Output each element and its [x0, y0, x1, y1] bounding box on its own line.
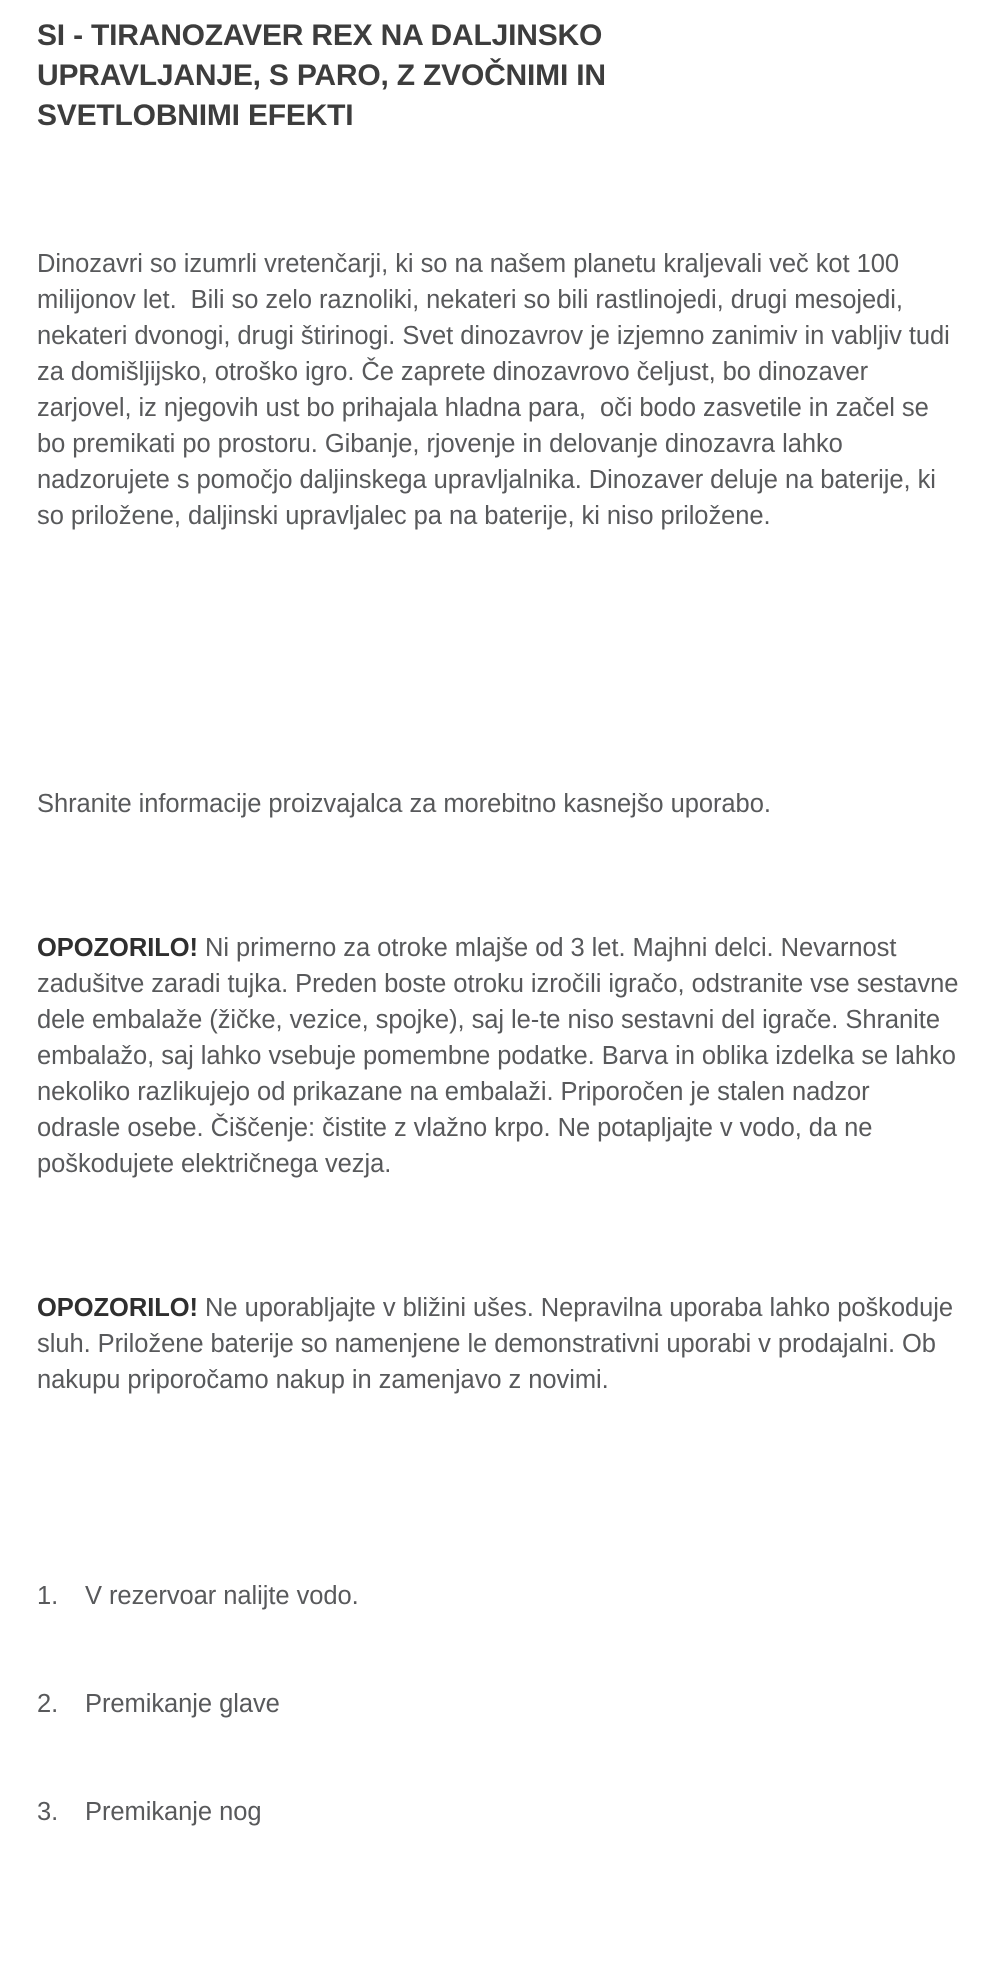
list-item-marker: 2.	[37, 1690, 59, 1718]
warning-label-age: OPOZORILO!	[37, 934, 198, 962]
instruction-list	[37, 1506, 959, 1902]
paragraph-warning-hearing	[37, 1290, 959, 1398]
list-item-label: V rezervoar nalijte vodo.	[85, 1582, 359, 1610]
list-item-label: Premikanje nog	[85, 1798, 262, 1826]
warning-text-hearing: Ne uporabljajte v bližini ušes. Nepravilna uporaba lahko poškoduje sluh. Priložene baterije so namenjene le demonstrativni uporabi v prodajalni. Ob nakupu priporočamo nakup in zamenjavo z novimi.	[37, 1294, 961, 1394]
paragraph-product-description: Dinozavri so izumrli vretenčarji, ki so na našem planetu kraljevali več kot 100 milijonov let. Bili so zelo raznoliki, nekateri so bili rastlinojedi, drugi mesojedi, nekateri dvonogi, drugi štirinogi. Svet dinozavrov je izjemno zanimiv in vabljiv tudi za domišljijsko, otroško igro. Če zaprete dinozavrovo čeljust, bo dinozaver zarjovel, iz njegovih ust bo prihajala hladna para, oči bodo zasvetile in začel se bo premikati po prostoru. Gibanje, rjovenje in delovanje dinozavra lahko nadzorujete s pomočjo daljinskega upravljalnika. Dinozaver deluje na baterije, ki so priložene, daljinski upravljalec pa na baterije, ki niso priložene.	[37, 250, 957, 530]
page-title: SI - TIRANOZAVER REX NA DALJINSKO UPRAVLJANJE, S PARO, Z ZVOČNIMI IN SVETLOBNIMI EFEKTI	[37, 19, 606, 132]
warning-label-hearing: OPOZORILO!	[37, 1294, 198, 1322]
list-item-marker: 1.	[37, 1582, 59, 1610]
list-item	[37, 1578, 959, 1614]
paragraph-spacer	[37, 642, 959, 678]
warning-text-age: Ni primerno za otroke mlajše od 3 let. Majhni delci. Nevarnost zadušitve zaradi tujka. Preden boste otroku izročili igračo, odstranite vse sestavne dele embalaže (žičke, vezice, spojke), saj le-te niso sestavni del igrače. Shranite embalažo, saj lahko vsebuje pomembne podatke. Barva in oblika izdelka se lahko nekoliko razlikujejo od prikazane na embalaži. Priporočen je stalen nadzor odrasle osebe. Čiščenje: čistite z vlažno krpo. Ne potapljajte v vodo, da ne poškodujete električnega vezja.	[37, 934, 966, 1178]
paragraph-warning-age	[37, 930, 966, 1182]
list-item	[37, 1686, 959, 1722]
paragraph-manufacturer-info: Shranite informacije proizvajalca za morebitno kasnejšo uporabo.	[37, 790, 771, 818]
list-item-marker: 3.	[37, 1798, 59, 1826]
document-body	[37, 138, 966, 1986]
list-item	[37, 1794, 959, 1830]
list-item-label: Premikanje glave	[85, 1690, 280, 1718]
